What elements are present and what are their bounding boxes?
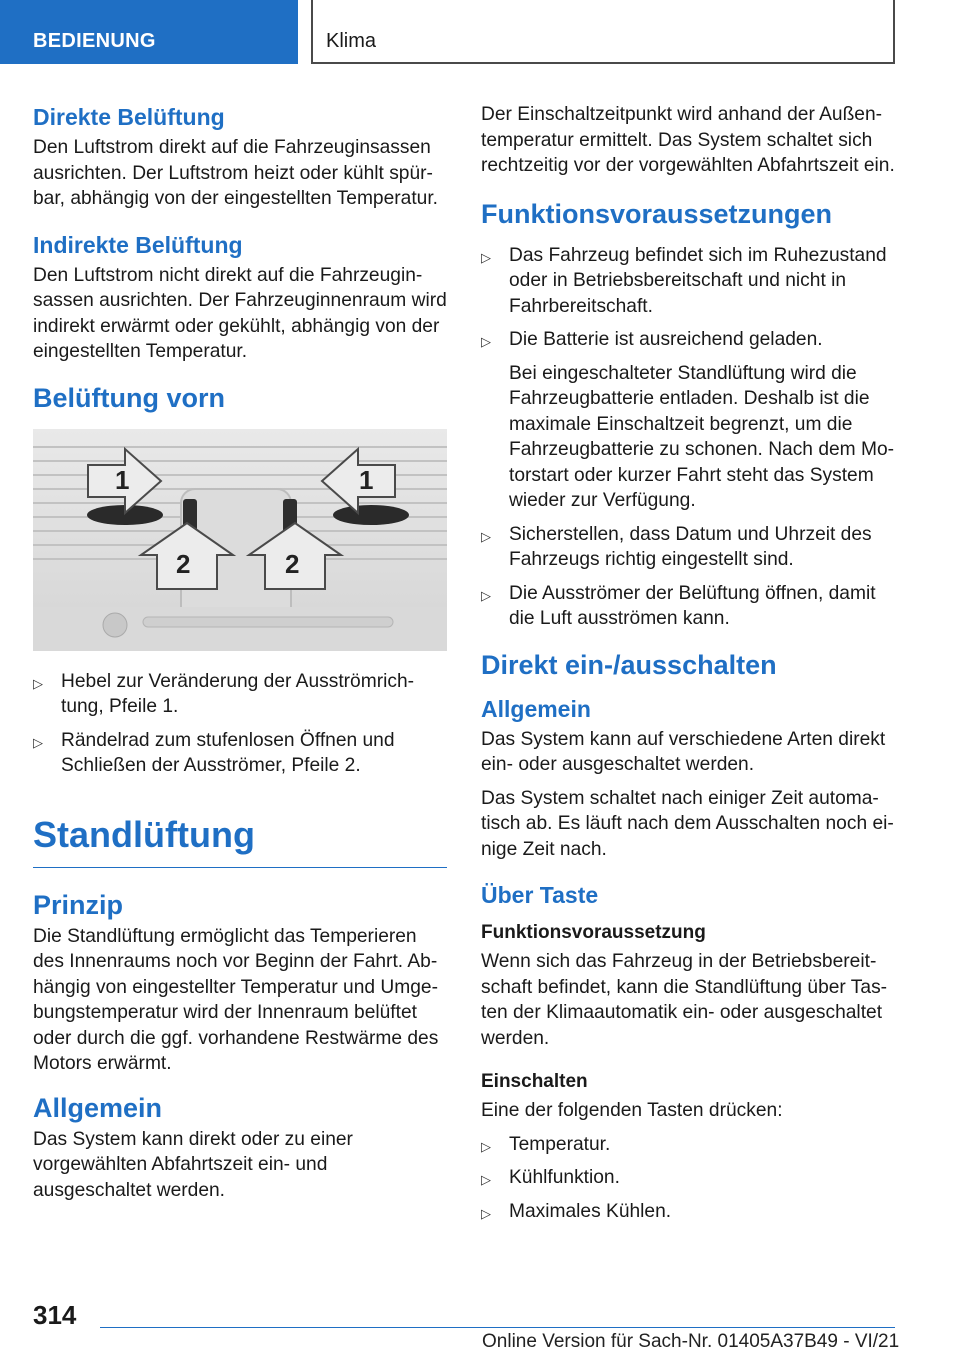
bullet-triangle-icon: ▷ <box>481 528 491 544</box>
heading-divider <box>33 867 447 868</box>
ueber-taste-heading: Über Taste <box>481 882 599 908</box>
svg-text:1: 1 <box>359 464 374 495</box>
svg-text:1: 1 <box>115 464 130 495</box>
figure-legend-list <box>33 669 449 779</box>
indirekte-belueftung-text: Den Luftstrom nicht direkt auf die Fahrzeuginsassen ausrichten. Der Fahrzeuginnenraum wird indirekt erwärmt oder gekühlt, abhängig von der eingestellten Temperatur. <box>33 264 447 362</box>
list-item: ▷ Maximales Kühlen. <box>481 1199 897 1225</box>
requirements-list <box>481 243 897 632</box>
footer-version: Online Version für Sach-Nr. 01405A37B49 - VI/21 <box>482 1331 900 1352</box>
chapter-title: Klima <box>311 0 895 64</box>
direkte-belueftung-text: Den Luftstrom direkt auf die Fahrzeuginsassen ausrichten. Der Luftstrom heizt oder kühlt spürbar, abhängig von der eingestellten Temperatur. <box>33 137 438 209</box>
page-number: 314 <box>33 1300 77 1330</box>
bullet-triangle-icon: ▷ <box>481 1205 491 1221</box>
list-item: ▷ Sicherstellen, dass Datum und Uhrzeit des Fahrzeugs richtig eingestellt sind. <box>481 523 872 570</box>
funktionsvoraussetzung-text: Wenn sich das Fahrzeug in der Betriebsbereitschaft befindet, kann die Standlüftung über Tasten der Klimaautomatik ein- oder ausgeschaltet werden. <box>481 951 888 1049</box>
list-item: ▷ Kühlfunktion. <box>481 1165 897 1191</box>
list-item: ▷ Hebel zur Veränderung der Ausströmrichtung, Pfeile 1. <box>33 670 415 717</box>
direkt-ein-ausschalten-heading: Direkt ein-/ausschalten <box>481 649 777 680</box>
left-column <box>33 102 449 1211</box>
intro-text: Der Einschaltzeitpunkt wird anhand der Außentemperatur ermittelt. Das System schaltet sich rechtzeitig vor der vorgewählten Abfahrtszeit ein. <box>481 104 895 176</box>
indirekte-belueftung-heading: Indirekte Belüftung <box>33 231 243 258</box>
list-item: ▷ Temperatur. <box>481 1132 897 1158</box>
right-column <box>481 102 897 1232</box>
bullet-triangle-icon: ▷ <box>481 1172 491 1187</box>
svg-text:2: 2 <box>285 548 300 579</box>
svg-text:2: 2 <box>176 548 191 579</box>
standlueftung-heading: Standlüftung <box>33 813 255 855</box>
bullet-triangle-icon: ▷ <box>481 334 491 349</box>
bullet-triangle-icon: ▷ <box>481 249 491 265</box>
funktionsvoraussetzung-heading: Funktionsvoraussetzung <box>481 922 706 943</box>
allgemein-subheading: Allgemein <box>481 695 591 722</box>
allgemein-heading: Allgemein <box>33 1092 163 1123</box>
einschalten-heading: Einschalten <box>481 1071 588 1092</box>
belueftung-vorn-heading: Belüftung vorn <box>33 382 225 413</box>
einschalten-text: Eine der folgenden Tasten drücken: <box>481 1100 783 1121</box>
list-item: ▷ Die Ausströmer der Belüftung öffnen, damit die Luft ausströmen kann. <box>481 582 876 629</box>
direkte-belueftung-heading: Direkte Belüftung <box>33 104 225 130</box>
section-tab: BEDIENUNG <box>0 0 298 64</box>
buttons-list <box>481 1132 897 1225</box>
bullet-triangle-icon: ▷ <box>481 1138 491 1154</box>
bullet-triangle-icon: ▷ <box>33 675 43 691</box>
footer-divider <box>100 1327 895 1328</box>
vent-figure <box>33 429 447 651</box>
allgemein-text-1: Das System kann auf verschiedene Arten direkt ein- oder ausgeschaltet werden. <box>481 728 886 775</box>
allgemein-text-2: Das System schaltet nach einiger Zeit automatisch ab. Es läuft nach dem Ausschalten noch einige Zeit nach. <box>481 787 894 860</box>
list-item: ▷ Die Batterie ist ausreichend geladen. Bei eingeschalteter Standlüftung wird die Fahrzeugbatterie entladen. Deshalb ist die maximale Einschaltzeit begrenzt, um die Fahrzeugbatterie zu schonen. Nach dem Motorstart oder kurzer Fahrt steht das System wieder zur Verfügung. <box>481 329 895 511</box>
vent-illustration <box>33 429 447 651</box>
funktionsvoraussetzungen-heading: Funktionsvoraussetzungen <box>481 198 833 229</box>
list-item: ▷ Das Fahrzeug befindet sich im Ruhezustand oder in Betriebsbereitschaft und nicht in Fahrbereitschaft. <box>481 244 887 317</box>
prinzip-heading: Prinzip <box>33 889 124 920</box>
bullet-triangle-icon: ▷ <box>481 587 491 603</box>
bullet-triangle-icon: ▷ <box>33 734 43 750</box>
allgemein-text: Das System kann direkt oder zu einer vorgewählten Abfahrtszeit ein- und ausgeschaltet werden. <box>33 1128 353 1201</box>
list-item: ▷ Rändelrad zum stufenlosen Öffnen und Schließen der Ausströmer, Pfeile 2. <box>33 729 395 776</box>
prinzip-text: Die Standlüftung ermöglicht das Temperieren des Innenraums noch vor Beginn der Fahrt. Abhängig von eingestellter Temperatur und Umgebungstemperatur wird der Innenraum belüftet oder durch die ggf. vorhandene Restwärme des Motors erwärmt. <box>33 925 439 1074</box>
